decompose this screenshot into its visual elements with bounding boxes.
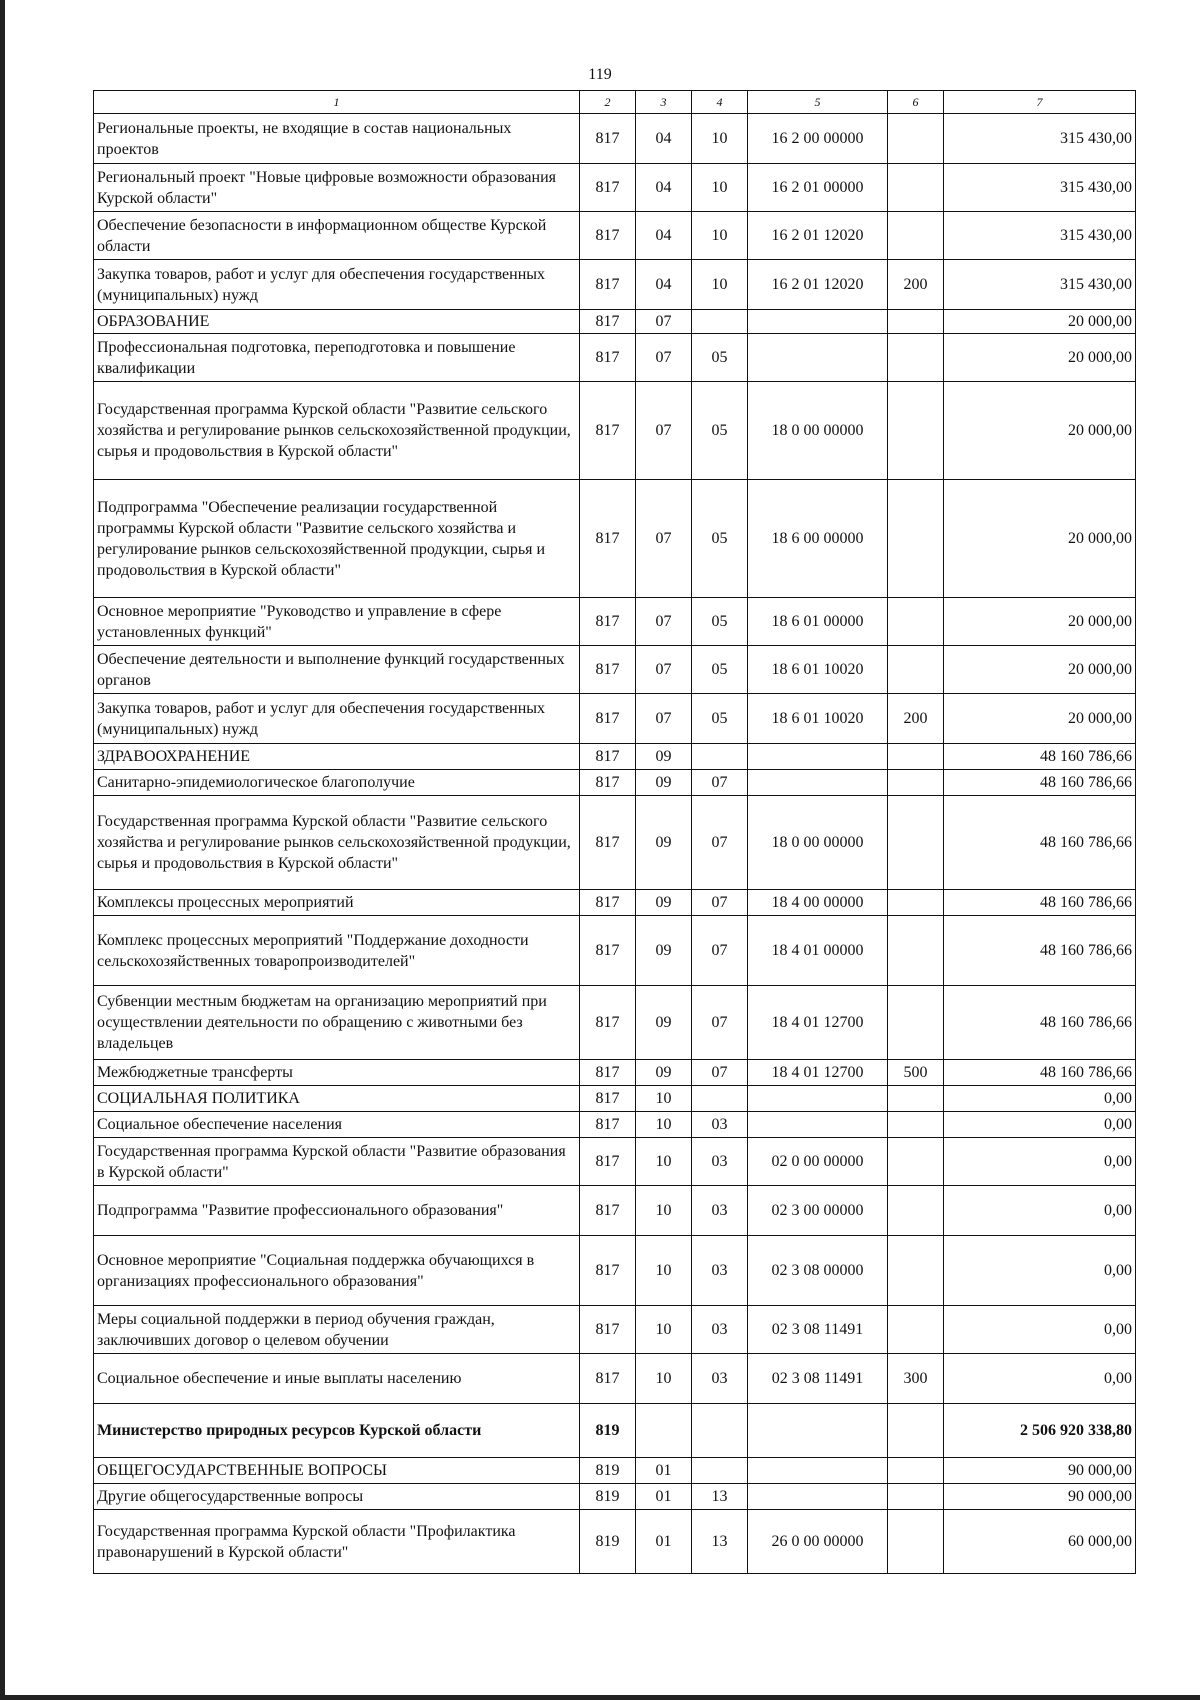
header-row — [94, 91, 1136, 114]
row-target-article-cell — [748, 310, 888, 334]
row-name-cell: Закупка товаров, работ и услуг для обеспечения государственных (муниципальных) нужд — [94, 260, 580, 310]
table-row — [94, 646, 1136, 694]
row-name-cell: Комплекс процессных мероприятий "Поддержание доходности сельскохозяйственных товаропроизводителей" — [94, 916, 580, 986]
row-ministry-code-cell: 817 — [580, 334, 636, 382]
row-amount-cell: 48 160 786,66 — [944, 986, 1136, 1060]
row-subsection-cell — [692, 744, 748, 770]
row-target-article-cell: 16 2 01 12020 — [748, 260, 888, 310]
header-col-4: 4 — [692, 91, 748, 114]
row-section-cell: 07 — [636, 382, 692, 480]
row-subsection-cell: 07 — [692, 890, 748, 916]
row-target-article-cell: 02 3 08 00000 — [748, 1236, 888, 1306]
table-row — [94, 796, 1136, 890]
row-expense-type-cell — [888, 646, 944, 694]
row-amount-cell: 315 430,00 — [944, 260, 1136, 310]
row-target-article-cell — [748, 334, 888, 382]
row-subsection-cell: 10 — [692, 260, 748, 310]
row-expense-type-cell — [888, 986, 944, 1060]
row-subsection-cell: 05 — [692, 598, 748, 646]
row-ministry-code-cell: 817 — [580, 382, 636, 480]
row-name-cell: Государственная программа Курской области "Развитие сельского хозяйства и регулирование рынков сельскохозяйственной продукции, сырья и продовольствия в Курской области" — [94, 796, 580, 890]
row-amount-cell: 48 160 786,66 — [944, 744, 1136, 770]
row-amount-cell: 20 000,00 — [944, 646, 1136, 694]
row-section-cell: 01 — [636, 1458, 692, 1484]
row-ministry-code-cell: 817 — [580, 1354, 636, 1404]
row-subsection-cell — [692, 1086, 748, 1112]
row-subsection-cell: 10 — [692, 114, 748, 164]
row-expense-type-cell: 200 — [888, 260, 944, 310]
row-expense-type-cell — [888, 1484, 944, 1510]
row-target-article-cell — [748, 1112, 888, 1138]
table-body — [94, 114, 1136, 1574]
row-target-article-cell: 02 3 08 11491 — [748, 1354, 888, 1404]
row-section-cell: 07 — [636, 334, 692, 382]
row-expense-type-cell — [888, 1306, 944, 1354]
table-row — [94, 694, 1136, 744]
row-amount-cell: 48 160 786,66 — [944, 796, 1136, 890]
row-name-cell: СОЦИАЛЬНАЯ ПОЛИТИКА — [94, 1086, 580, 1112]
row-target-article-cell — [748, 1404, 888, 1458]
row-name-cell: Региональные проекты, не входящие в состав национальных проектов — [94, 114, 580, 164]
table-row — [94, 770, 1136, 796]
row-expense-type-cell: 300 — [888, 1354, 944, 1404]
row-name-cell: ЗДРАВООХРАНЕНИЕ — [94, 744, 580, 770]
row-section-cell: 04 — [636, 164, 692, 212]
header-col-2: 2 — [580, 91, 636, 114]
row-section-cell: 01 — [636, 1510, 692, 1574]
row-expense-type-cell — [888, 1404, 944, 1458]
row-target-article-cell: 16 2 01 12020 — [748, 212, 888, 260]
row-name-cell: Государственная программа Курской области "Развитие сельского хозяйства и регулирование рынков сельскохозяйственной продукции, сырья и продовольствия в Курской области" — [94, 382, 580, 480]
row-amount-cell: 20 000,00 — [944, 334, 1136, 382]
table-row — [94, 1236, 1136, 1306]
row-expense-type-cell — [888, 1086, 944, 1112]
row-section-cell: 09 — [636, 986, 692, 1060]
row-section-cell: 07 — [636, 310, 692, 334]
table-row — [94, 744, 1136, 770]
page-number: 119 — [588, 66, 612, 83]
row-amount-cell: 315 430,00 — [944, 114, 1136, 164]
row-name-cell: Санитарно-эпидемиологическое благополучие — [94, 770, 580, 796]
row-subsection-cell: 07 — [692, 770, 748, 796]
row-name-cell: Подпрограмма "Обеспечение реализации государственной программы Курской области "Развитие сельского хозяйства и регулирование рынков сельскохозяйственной продукции, сырья и продовольствия в Курской области" — [94, 480, 580, 598]
row-section-cell: 10 — [636, 1138, 692, 1186]
row-expense-type-cell — [888, 334, 944, 382]
row-amount-cell: 90 000,00 — [944, 1484, 1136, 1510]
table-row — [94, 1112, 1136, 1138]
table-row — [94, 1354, 1136, 1404]
table-row — [94, 334, 1136, 382]
row-ministry-code-cell: 817 — [580, 260, 636, 310]
row-section-cell: 10 — [636, 1354, 692, 1404]
row-target-article-cell: 18 4 01 12700 — [748, 1060, 888, 1086]
row-subsection-cell: 05 — [692, 334, 748, 382]
row-subsection-cell — [692, 1458, 748, 1484]
row-expense-type-cell — [888, 1186, 944, 1236]
row-subsection-cell: 03 — [692, 1138, 748, 1186]
row-ministry-code-cell: 817 — [580, 916, 636, 986]
row-target-article-cell: 02 3 00 00000 — [748, 1186, 888, 1236]
row-amount-cell: 0,00 — [944, 1086, 1136, 1112]
row-amount-cell: 48 160 786,66 — [944, 1060, 1136, 1086]
row-subsection-cell: 03 — [692, 1236, 748, 1306]
row-expense-type-cell: 500 — [888, 1060, 944, 1086]
row-subsection-cell: 03 — [692, 1354, 748, 1404]
table-row — [94, 916, 1136, 986]
row-expense-type-cell: 200 — [888, 694, 944, 744]
row-ministry-code-cell: 817 — [580, 1138, 636, 1186]
row-name-cell: Другие общегосударственные вопросы — [94, 1484, 580, 1510]
row-subsection-cell: 05 — [692, 694, 748, 744]
table-row — [94, 114, 1136, 164]
row-name-cell: Подпрограмма "Развитие профессионального образования" — [94, 1186, 580, 1236]
row-amount-cell: 48 160 786,66 — [944, 770, 1136, 796]
row-section-cell — [636, 1404, 692, 1458]
row-target-article-cell: 18 0 00 00000 — [748, 382, 888, 480]
row-expense-type-cell — [888, 770, 944, 796]
table-row — [94, 1510, 1136, 1574]
row-expense-type-cell — [888, 598, 944, 646]
row-subsection-cell: 10 — [692, 212, 748, 260]
row-target-article-cell: 16 2 01 00000 — [748, 164, 888, 212]
row-section-cell: 04 — [636, 260, 692, 310]
row-section-cell: 07 — [636, 598, 692, 646]
row-amount-cell: 0,00 — [944, 1112, 1136, 1138]
row-ministry-code-cell: 817 — [580, 1236, 636, 1306]
row-name-cell: Профессиональная подготовка, переподготовка и повышение квалификации — [94, 334, 580, 382]
scan-edge-bottom — [0, 1695, 1200, 1700]
row-expense-type-cell — [888, 1112, 944, 1138]
row-expense-type-cell — [888, 480, 944, 598]
row-ministry-code-cell: 817 — [580, 646, 636, 694]
table-row — [94, 890, 1136, 916]
row-section-cell: 07 — [636, 646, 692, 694]
header-col-3: 3 — [636, 91, 692, 114]
row-amount-cell: 0,00 — [944, 1306, 1136, 1354]
row-ministry-code-cell: 817 — [580, 694, 636, 744]
table-row — [94, 1086, 1136, 1112]
table-row — [94, 310, 1136, 334]
row-amount-cell: 0,00 — [944, 1186, 1136, 1236]
row-name-cell: Министерство природных ресурсов Курской области — [94, 1404, 580, 1458]
header-col-1: 1 — [94, 91, 580, 114]
header-col-6: 6 — [888, 91, 944, 114]
row-name-cell: Меры социальной поддержки в период обучения граждан, заключивших договор о целевом обучении — [94, 1306, 580, 1354]
row-expense-type-cell — [888, 164, 944, 212]
row-section-cell: 10 — [636, 1236, 692, 1306]
row-subsection-cell — [692, 1404, 748, 1458]
table-row — [94, 1186, 1136, 1236]
row-amount-cell: 0,00 — [944, 1138, 1136, 1186]
table-row — [94, 1138, 1136, 1186]
row-expense-type-cell — [888, 114, 944, 164]
table-row — [94, 986, 1136, 1060]
row-name-cell: Государственная программа Курской области "Развитие образования в Курской области" — [94, 1138, 580, 1186]
row-subsection-cell: 13 — [692, 1484, 748, 1510]
row-target-article-cell: 16 2 00 00000 — [748, 114, 888, 164]
row-subsection-cell: 05 — [692, 646, 748, 694]
row-target-article-cell — [748, 1484, 888, 1510]
row-target-article-cell: 18 4 01 12700 — [748, 986, 888, 1060]
row-ministry-code-cell: 817 — [580, 114, 636, 164]
row-name-cell: Социальное обеспечение и иные выплаты населению — [94, 1354, 580, 1404]
row-name-cell: Основное мероприятие "Социальная поддержка обучающихся в организациях профессионального образования" — [94, 1236, 580, 1306]
row-target-article-cell: 18 4 00 00000 — [748, 890, 888, 916]
row-amount-cell: 20 000,00 — [944, 694, 1136, 744]
row-name-cell: Государственная программа Курской области "Профилактика правонарушений в Курской области" — [94, 1510, 580, 1574]
row-target-article-cell: 18 6 00 00000 — [748, 480, 888, 598]
row-ministry-code-cell: 817 — [580, 598, 636, 646]
row-amount-cell: 2 506 920 338,80 — [944, 1404, 1136, 1458]
row-target-article-cell: 18 6 01 00000 — [748, 598, 888, 646]
row-amount-cell: 20 000,00 — [944, 382, 1136, 480]
row-subsection-cell — [692, 310, 748, 334]
row-section-cell: 09 — [636, 744, 692, 770]
row-target-article-cell: 18 0 00 00000 — [748, 796, 888, 890]
row-target-article-cell — [748, 1086, 888, 1112]
row-expense-type-cell — [888, 382, 944, 480]
row-target-article-cell — [748, 770, 888, 796]
row-subsection-cell: 13 — [692, 1510, 748, 1574]
row-section-cell: 09 — [636, 770, 692, 796]
row-target-article-cell: 02 0 00 00000 — [748, 1138, 888, 1186]
row-section-cell: 09 — [636, 916, 692, 986]
row-section-cell: 09 — [636, 1060, 692, 1086]
row-ministry-code-cell: 817 — [580, 770, 636, 796]
row-expense-type-cell — [888, 890, 944, 916]
row-section-cell: 07 — [636, 694, 692, 744]
row-ministry-code-cell: 817 — [580, 164, 636, 212]
row-amount-cell: 0,00 — [944, 1236, 1136, 1306]
row-name-cell: Социальное обеспечение населения — [94, 1112, 580, 1138]
row-expense-type-cell — [888, 1458, 944, 1484]
row-subsection-cell: 03 — [692, 1186, 748, 1236]
row-section-cell: 01 — [636, 1484, 692, 1510]
row-subsection-cell: 07 — [692, 1060, 748, 1086]
row-section-cell: 09 — [636, 890, 692, 916]
row-amount-cell: 20 000,00 — [944, 480, 1136, 598]
header-col-5: 5 — [748, 91, 888, 114]
row-section-cell: 10 — [636, 1112, 692, 1138]
row-ministry-code-cell: 817 — [580, 890, 636, 916]
row-amount-cell: 90 000,00 — [944, 1458, 1136, 1484]
row-subsection-cell: 03 — [692, 1112, 748, 1138]
row-ministry-code-cell: 819 — [580, 1510, 636, 1574]
row-subsection-cell: 10 — [692, 164, 748, 212]
table-row — [94, 598, 1136, 646]
row-name-cell: ОБЩЕГОСУДАРСТВЕННЫЕ ВОПРОСЫ — [94, 1458, 580, 1484]
row-amount-cell: 48 160 786,66 — [944, 916, 1136, 986]
row-target-article-cell: 18 6 01 10020 — [748, 646, 888, 694]
row-subsection-cell: 07 — [692, 916, 748, 986]
row-ministry-code-cell: 817 — [580, 986, 636, 1060]
row-name-cell: Региональный проект "Новые цифровые возможности образования Курской области" — [94, 164, 580, 212]
table-row — [94, 1484, 1136, 1510]
row-amount-cell: 20 000,00 — [944, 310, 1136, 334]
row-amount-cell: 315 430,00 — [944, 164, 1136, 212]
row-target-article-cell: 18 6 01 10020 — [748, 694, 888, 744]
scan-edge-left — [0, 0, 5, 1700]
row-name-cell: Обеспечение деятельности и выполнение функций государственных органов — [94, 646, 580, 694]
row-ministry-code-cell: 817 — [580, 796, 636, 890]
row-expense-type-cell — [888, 744, 944, 770]
row-name-cell: Основное мероприятие "Руководство и управление в сфере установленных функций" — [94, 598, 580, 646]
row-name-cell: Закупка товаров, работ и услуг для обеспечения государственных (муниципальных) нужд — [94, 694, 580, 744]
row-amount-cell: 20 000,00 — [944, 598, 1136, 646]
row-name-cell: Межбюджетные трансферты — [94, 1060, 580, 1086]
budget-table — [93, 90, 1136, 1574]
table-row — [94, 212, 1136, 260]
row-expense-type-cell — [888, 1236, 944, 1306]
row-target-article-cell: 02 3 08 11491 — [748, 1306, 888, 1354]
row-subsection-cell: 03 — [692, 1306, 748, 1354]
row-section-cell: 10 — [636, 1186, 692, 1236]
row-expense-type-cell — [888, 1138, 944, 1186]
row-ministry-code-cell: 817 — [580, 1186, 636, 1236]
row-ministry-code-cell: 817 — [580, 310, 636, 334]
row-target-article-cell — [748, 1458, 888, 1484]
row-ministry-code-cell: 819 — [580, 1458, 636, 1484]
row-ministry-code-cell: 817 — [580, 1306, 636, 1354]
table-row — [94, 1306, 1136, 1354]
row-expense-type-cell — [888, 310, 944, 334]
row-subsection-cell: 07 — [692, 796, 748, 890]
row-expense-type-cell — [888, 916, 944, 986]
row-name-cell: Комплексы процессных мероприятий — [94, 890, 580, 916]
row-section-cell: 09 — [636, 796, 692, 890]
row-expense-type-cell — [888, 212, 944, 260]
row-amount-cell: 60 000,00 — [944, 1510, 1136, 1574]
row-ministry-code-cell: 819 — [580, 1484, 636, 1510]
row-expense-type-cell — [888, 796, 944, 890]
row-ministry-code-cell: 819 — [580, 1404, 636, 1458]
row-target-article-cell: 26 0 00 00000 — [748, 1510, 888, 1574]
row-ministry-code-cell: 817 — [580, 1086, 636, 1112]
row-name-cell: Обеспечение безопасности в информационном обществе Курской области — [94, 212, 580, 260]
row-name-cell: ОБРАЗОВАНИЕ — [94, 310, 580, 334]
row-section-cell: 10 — [636, 1306, 692, 1354]
row-section-cell: 04 — [636, 212, 692, 260]
row-ministry-code-cell: 817 — [580, 744, 636, 770]
table-row — [94, 1404, 1136, 1458]
row-amount-cell: 315 430,00 — [944, 212, 1136, 260]
header-col-7: 7 — [944, 91, 1136, 114]
row-ministry-code-cell: 817 — [580, 1060, 636, 1086]
row-section-cell: 07 — [636, 480, 692, 598]
table-row — [94, 1458, 1136, 1484]
row-name-cell: Субвенции местным бюджетам на организацию мероприятий при осуществлении деятельности по обращению с животными без владельцев — [94, 986, 580, 1060]
row-subsection-cell: 07 — [692, 986, 748, 1060]
row-expense-type-cell — [888, 1510, 944, 1574]
row-target-article-cell — [748, 744, 888, 770]
table-row — [94, 480, 1136, 598]
row-amount-cell: 48 160 786,66 — [944, 890, 1136, 916]
row-subsection-cell: 05 — [692, 382, 748, 480]
row-ministry-code-cell: 817 — [580, 1112, 636, 1138]
row-ministry-code-cell: 817 — [580, 480, 636, 598]
table-row — [94, 260, 1136, 310]
table-row — [94, 382, 1136, 480]
row-section-cell: 04 — [636, 114, 692, 164]
row-subsection-cell: 05 — [692, 480, 748, 598]
table-row — [94, 164, 1136, 212]
table-row — [94, 1060, 1136, 1086]
row-target-article-cell: 18 4 01 00000 — [748, 916, 888, 986]
row-section-cell: 10 — [636, 1086, 692, 1112]
row-amount-cell: 0,00 — [944, 1354, 1136, 1404]
row-ministry-code-cell: 817 — [580, 212, 636, 260]
